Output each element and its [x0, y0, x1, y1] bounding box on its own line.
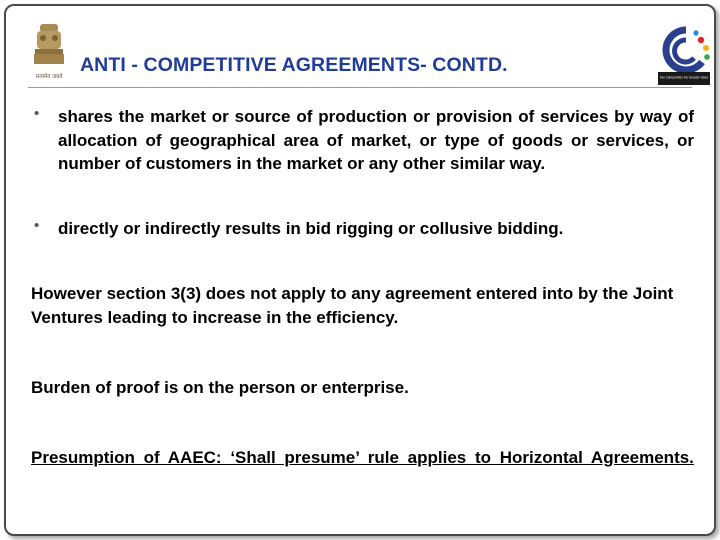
bullet-marker: • — [34, 217, 40, 234]
cci-logo-tagline: Fair Competition For Greater Good — [660, 75, 708, 80]
paragraph-exception: However section 3(3) does not apply to any agreement entered into by the Joint Ventures leading to increase in the efficiency. — [31, 284, 674, 327]
title-divider — [28, 87, 692, 88]
emblem-caption: सत्यमेव जयते — [35, 74, 63, 80]
slide-frame — [4, 4, 716, 536]
cci-logo-icon — [656, 24, 712, 86]
slide-title: ANTI - COMPETITIVE AGREEMENTS- CONTD. — [80, 54, 508, 76]
bullet-marker: • — [34, 105, 40, 122]
bullet-text: directly or indirectly results in bid rigging or collusive bidding. — [58, 219, 564, 238]
national-emblem-icon — [26, 20, 72, 84]
paragraph-burden-of-proof: Burden of proof is on the person or enterprise. — [31, 378, 409, 397]
bullet-text: shares the market or source of production or provision of services by way of allocation of geographical area of market, or type of goods or services, or number of customers in the market or any other similar way. — [58, 107, 694, 173]
paragraph-presumption: Presumption of AAEC: ‘Shall presume’ rule applies to Horizontal Agreements. — [31, 448, 694, 467]
